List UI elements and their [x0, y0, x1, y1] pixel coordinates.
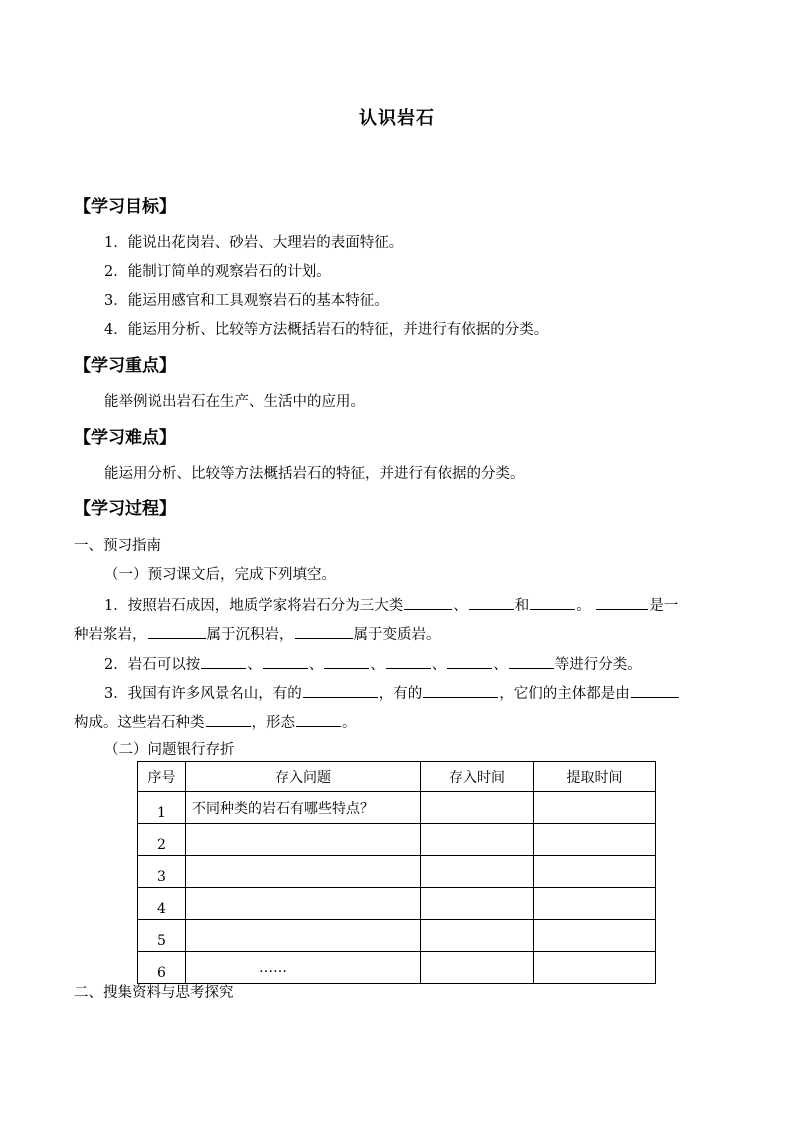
row-question[interactable]: …… — [186, 952, 421, 984]
q1-sep: 、 — [453, 598, 468, 614]
blank-q3-1[interactable] — [303, 682, 378, 698]
blank-q2-3[interactable] — [324, 653, 369, 669]
q1-end: 。 — [576, 598, 591, 614]
q1-and: 和 — [514, 598, 530, 614]
q1-text-d: 属于变质岩。 — [353, 627, 441, 643]
row-withdraw-time[interactable] — [534, 856, 656, 888]
table-header-row — [138, 762, 656, 792]
row-question[interactable] — [186, 920, 421, 952]
row-deposit-time[interactable] — [421, 888, 534, 920]
row-question[interactable] — [186, 888, 421, 920]
focus-text: 能举例说出岩石在生产、生活中的应用。 — [104, 394, 365, 410]
table-row — [138, 920, 656, 952]
heading-focus: 【学习重点】 — [74, 356, 176, 376]
table-row — [138, 888, 656, 920]
blank-q1-6[interactable] — [295, 623, 353, 639]
q2-sep: 、 — [308, 657, 324, 673]
goal-item-4: 4．能运用分析、比较等方法概括岩石的特征，并进行有依据的分类。 — [104, 322, 549, 338]
part1-title: 一、预习指南 — [74, 538, 161, 554]
q3-text-c: ，它们的主体都是由 — [499, 686, 630, 702]
table-row — [138, 792, 656, 824]
q1-tail: 是一 — [649, 598, 679, 614]
q3-text-b: ，有的 — [378, 686, 423, 702]
fill-question-1-line2 — [74, 623, 441, 645]
blank-q1-1[interactable] — [404, 594, 452, 610]
header-deposit-time: 存入时间 — [421, 762, 534, 792]
row-index: 4 — [138, 888, 186, 920]
row-question[interactable] — [186, 856, 421, 888]
q1-text-a: 1．按照岩石成因，地质学家将岩石分为三大类 — [104, 598, 404, 614]
row-withdraw-time[interactable] — [534, 952, 656, 984]
goal-item-2: 2．能制订简单的观察岩石的计划。 — [104, 264, 331, 280]
q1-text-b: 种岩浆岩， — [74, 627, 147, 643]
blank-q3-2[interactable] — [423, 682, 498, 698]
part2-title: 二、搜集资料与思考探究 — [74, 985, 234, 1001]
row-withdraw-time[interactable] — [534, 824, 656, 856]
header-question: 存入问题 — [186, 762, 421, 792]
difficulty-text: 能运用分析、比较等方法概括岩石的特征，并进行有依据的分类。 — [104, 466, 525, 482]
header-index: 序号 — [138, 762, 186, 792]
page-title: 认识岩石 — [359, 108, 435, 129]
q3-text-d: 构成。这些岩石种类 — [74, 715, 205, 731]
q1-text-c: 属于沉积岩， — [206, 627, 294, 643]
blank-q2-6[interactable] — [509, 653, 554, 669]
row-question[interactable] — [186, 824, 421, 856]
blank-q1-5[interactable] — [148, 623, 206, 639]
table-row — [138, 952, 656, 984]
row-deposit-time[interactable] — [421, 824, 534, 856]
fill-question-3-line1 — [104, 682, 680, 704]
goal-item-1: 1．能说出花岗岩、砂岩、大理岩的表面特征。 — [104, 235, 404, 251]
blank-q1-3[interactable] — [530, 594, 575, 610]
blank-q3-5[interactable] — [296, 711, 341, 727]
q2-text-a: 2．岩石可以按 — [104, 657, 201, 673]
part1-sub2: （二）问题银行存折 — [104, 742, 235, 758]
q2-sep: 、 — [431, 657, 447, 673]
blank-q2-4[interactable] — [386, 653, 431, 669]
table-row — [138, 824, 656, 856]
goal-item-3: 3．能运用感官和工具观察岩石的基本特征。 — [104, 293, 389, 309]
blank-q2-1[interactable] — [201, 653, 246, 669]
q3-text-a: 3．我国有许多风景名山，有的 — [104, 686, 302, 702]
blank-q3-3[interactable] — [631, 682, 679, 698]
row-index: 6 — [138, 952, 186, 984]
blank-q2-5[interactable] — [447, 653, 492, 669]
row-index: 1 — [138, 792, 186, 824]
header-withdraw-time: 提取时间 — [534, 762, 656, 792]
row-withdraw-time[interactable] — [534, 888, 656, 920]
q3-text-f: 。 — [342, 715, 357, 731]
part1-sub1: （一）预习课文后，完成下列填空。 — [104, 567, 336, 583]
question-bank-table — [137, 761, 656, 984]
row-withdraw-time[interactable] — [534, 792, 656, 824]
fill-question-3-line2 — [74, 711, 357, 733]
blank-q1-2[interactable] — [469, 594, 514, 610]
blank-q3-4[interactable] — [206, 711, 251, 727]
fill-question-2 — [104, 653, 642, 675]
row-question[interactable]: 不同种类的岩石有哪些特点？ — [186, 792, 421, 824]
row-deposit-time[interactable] — [421, 920, 534, 952]
q2-sep: 、 — [247, 657, 262, 673]
q2-end: 等进行分类。 — [554, 657, 642, 673]
table-row — [138, 856, 656, 888]
heading-difficulty: 【学习难点】 — [74, 428, 176, 448]
row-deposit-time[interactable] — [421, 792, 534, 824]
blank-q1-4[interactable] — [596, 594, 648, 610]
heading-goals: 【学习目标】 — [74, 197, 176, 217]
blank-q2-2[interactable] — [263, 653, 308, 669]
row-index: 2 — [138, 824, 186, 856]
fill-question-1-line1 — [104, 594, 678, 616]
row-withdraw-time[interactable] — [534, 920, 656, 952]
row-deposit-time[interactable] — [421, 952, 534, 984]
row-deposit-time[interactable] — [421, 856, 534, 888]
q2-sep: 、 — [370, 657, 385, 673]
row-index: 3 — [138, 856, 186, 888]
q2-sep: 、 — [493, 657, 508, 673]
heading-process: 【学习过程】 — [74, 499, 176, 519]
row-index: 5 — [138, 920, 186, 952]
q3-text-e: ，形态 — [251, 715, 295, 731]
